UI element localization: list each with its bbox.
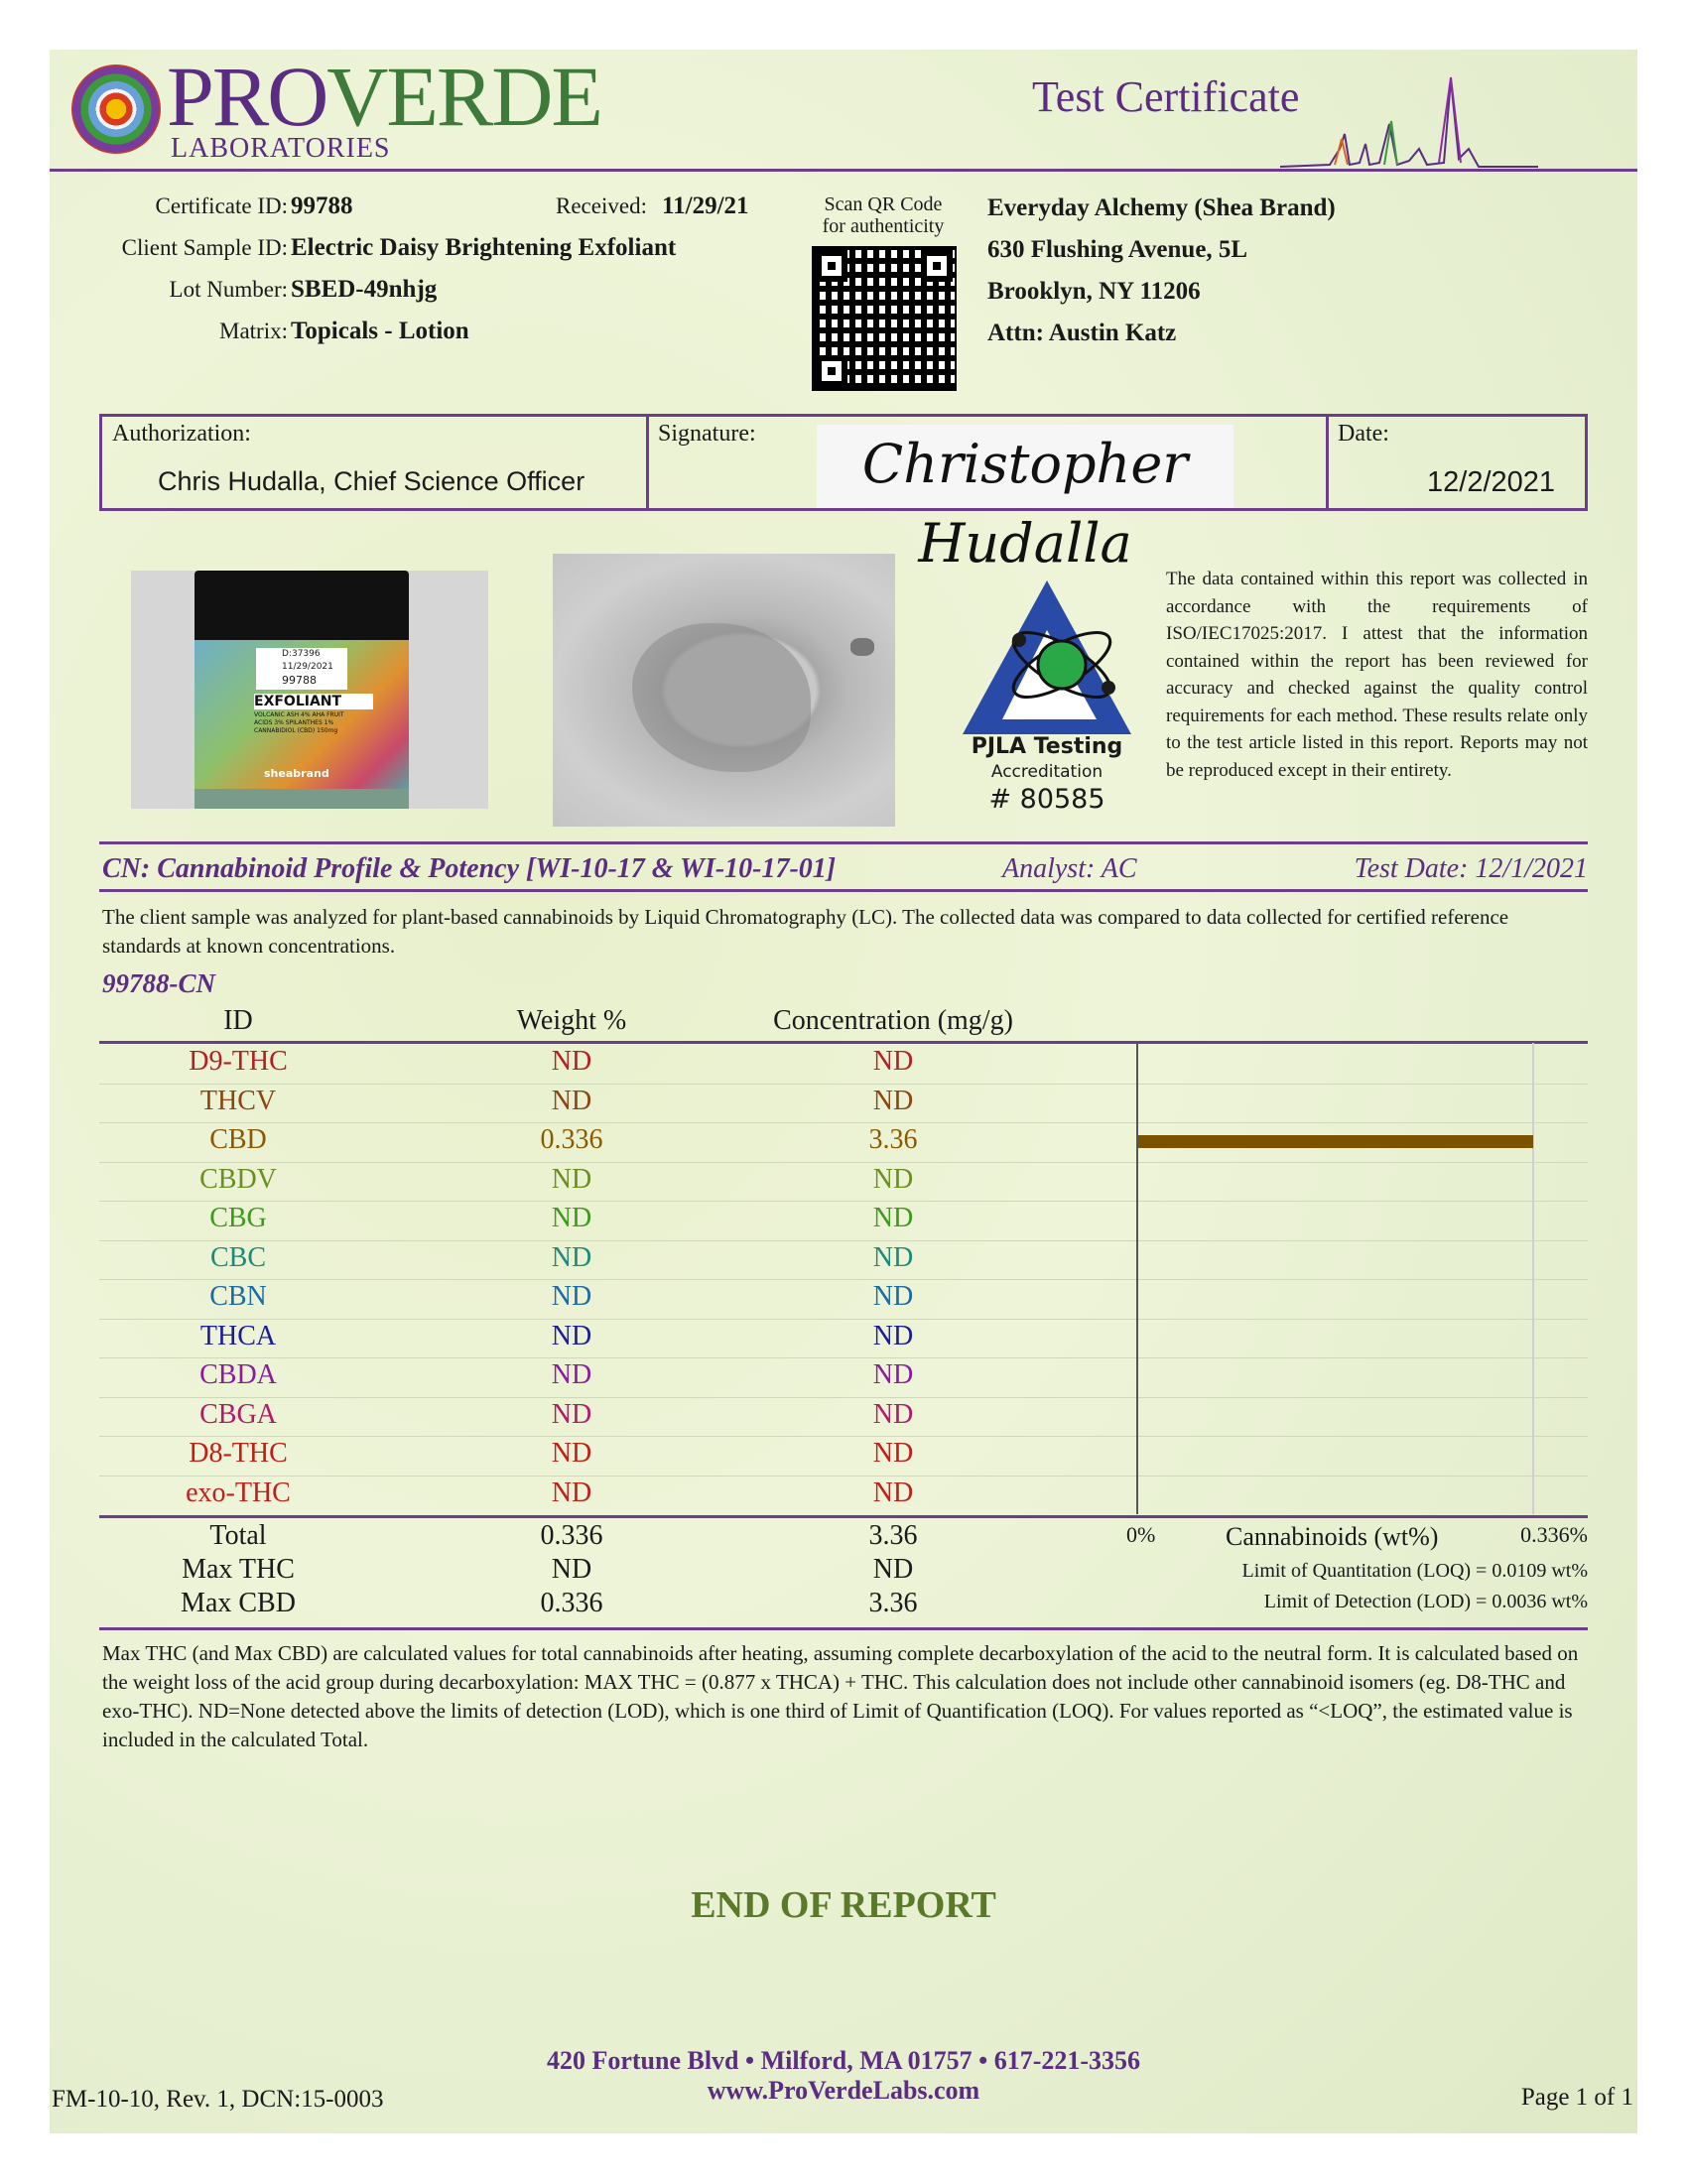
lod-note: Limit of Detection (LOD) = 0.0036 wt% (1263, 1591, 1588, 1612)
col-header-concentration: Concentration (mg/g) (773, 1005, 1013, 1036)
row-weight: ND (551, 1477, 592, 1508)
client-sample-id-label: Client Sample ID: (121, 235, 288, 260)
total-concentration: ND (872, 1554, 914, 1585)
client-attn: Attn: Austin Katz (987, 320, 1177, 346)
total-weight: ND (551, 1554, 592, 1585)
row-id: D8-THC (189, 1438, 288, 1469)
row-weight: 0.336 (540, 1124, 603, 1155)
signature-image: Christopher Hudalla (817, 425, 1234, 508)
row-weight: ND (551, 1241, 592, 1273)
client-name: Everyday Alchemy (Shea Brand) (987, 194, 1336, 221)
header-rule (50, 169, 1637, 172)
row-id: THCV (199, 1085, 277, 1116)
section-title-rule (99, 889, 1588, 892)
row-concentration: ND (872, 1085, 914, 1116)
table-bottom-rule (99, 1515, 1588, 1518)
row-weight: ND (551, 1398, 592, 1430)
pjla-logo-icon (958, 571, 1141, 734)
total-id: Total (209, 1520, 267, 1551)
row-concentration: ND (872, 1477, 914, 1508)
chart-axis-min: 0% (1126, 1522, 1156, 1547)
total-concentration: 3.36 (868, 1588, 918, 1618)
authenticity-qr-code[interactable] (812, 246, 957, 391)
lot-number-value: SBED-49nhjg (291, 276, 438, 303)
row-concentration: ND (872, 1359, 914, 1390)
authorization-name: Chris Hudalla, Chief Science Officer (158, 466, 585, 496)
client-address-2: Brooklyn, NY 11206 (987, 278, 1201, 305)
row-weight: ND (551, 1320, 592, 1351)
row-weight: ND (551, 1203, 592, 1233)
client-sample-id-value: Electric Daisy Brightening Exfoliant (291, 234, 677, 261)
chromatogram-icon (1280, 50, 1538, 171)
row-concentration: ND (872, 1241, 914, 1273)
row-weight: ND (551, 1359, 592, 1390)
row-id: CBG (209, 1203, 267, 1233)
row-weight: ND (551, 1046, 592, 1077)
pjla-name: PJLA Testing (971, 734, 1123, 759)
matrix-value: Topicals - Lotion (291, 318, 469, 344)
section-top-rule (99, 841, 1588, 844)
received-label: Received: (556, 193, 647, 218)
certificate-id-value: 99788 (291, 193, 353, 219)
end-of-report: END OF REPORT (691, 1884, 996, 1926)
row-id: CBN (209, 1281, 267, 1312)
proverde-logo-icon (71, 64, 161, 154)
row-id: CBD (209, 1124, 267, 1155)
authorization-box (99, 414, 1588, 575)
footer-website[interactable]: www.ProVerdeLabs.com (707, 2076, 980, 2105)
sample-micrograph-photo (553, 554, 895, 827)
test-date: Test Date: 12/1/2021 (1354, 853, 1588, 884)
calculation-notes: Max THC (and Max CBD) are calculated values for total cannabinoids after heating, assuming complete decarboxylation of the acid to the neutral form. It is calculated based on the weight loss of the acid group during decarboxylation: MAX THC = (0.877 x THCA) + THC. This calculation does not include other cannabinoid isomers (eg. D8-THC and exo-THC). ND=None detected above the limits of detection (LOD), which is one third of Limit of Quantification (LOQ). For values reported as “<LOQ”, the estimated value is included in the calculated Total. (102, 1641, 1579, 1751)
document-title: Test Certificate (1032, 72, 1300, 121)
total-weight: 0.336 (540, 1520, 603, 1551)
row-weight: ND (551, 1085, 592, 1116)
certificate-page (50, 50, 1637, 2133)
row-weight: ND (551, 1281, 592, 1312)
chart-axis-max: 0.336% (1520, 1522, 1588, 1547)
date-value: 12/2/2021 (1427, 466, 1556, 498)
row-id: THCA (199, 1320, 277, 1351)
row-id: CBDA (199, 1359, 277, 1390)
authorization-label: Authorization: (112, 421, 251, 447)
page-number: Page 1 of 1 (1520, 2084, 1633, 2111)
row-concentration: ND (872, 1203, 914, 1233)
pjla-number: # 80585 (988, 784, 1105, 815)
row-weight: ND (551, 1163, 592, 1195)
row-id: exo-THC (186, 1477, 291, 1508)
received-value: 11/29/21 (662, 193, 749, 219)
row-concentration: ND (872, 1046, 914, 1077)
total-concentration: 3.36 (868, 1520, 918, 1551)
row-weight: ND (551, 1438, 592, 1469)
total-id: Max THC (182, 1554, 295, 1585)
cannabinoid-bar-chart (1136, 1043, 1588, 1514)
logo-wordmark: PROVERDE (167, 49, 601, 144)
row-concentration: ND (872, 1320, 914, 1351)
lot-number-label: Lot Number: (169, 277, 288, 302)
signature-label: Signature: (658, 421, 756, 447)
analyst: Analyst: AC (1002, 853, 1137, 884)
row-concentration: 3.36 (868, 1124, 918, 1155)
chart-bar-cbd (1138, 1135, 1533, 1148)
footer-address: 420 Fortune Blvd • Milford, MA 01757 • 617-221-3356 (546, 2046, 1141, 2075)
col-header-weight: Weight % (516, 1005, 627, 1036)
iso-statement: The data contained within this report was collected in accordance with the requirements of ISO/IEC17025:2017. I attest that the information contained within the report has been reviewed for accuracy and checked against the quality control requirements for each method. These results relate only to the test article listed in this report. Reports may not be reproduced except in their entirety. (1166, 569, 1588, 781)
row-concentration: ND (872, 1398, 914, 1430)
row-concentration: ND (872, 1281, 914, 1312)
row-id: D9-THC (189, 1046, 288, 1077)
loq-note: Limit of Quantitation (LOQ) = 0.0109 wt% (1241, 1560, 1588, 1582)
client-address-1: 630 Flushing Avenue, 5L (987, 236, 1248, 263)
product-jar-photo: D:37396 11/29/2021 99788 EXFOLIANT VOLCANIC ASH 4% AHA FRUIT ACIDS 3% SPILANTHES 1% CANNABIDIOL (CBD) 150mg sheabrand (131, 571, 488, 809)
chart-axis-label: Cannabinoids (wt%) (1226, 1522, 1439, 1551)
pjla-sub: Accreditation (990, 762, 1104, 782)
logo-subtitle: LABORATORIES (171, 133, 391, 164)
row-concentration: ND (872, 1438, 914, 1469)
row-id: CBC (209, 1241, 267, 1273)
totals-bottom-rule (99, 1627, 1588, 1630)
matrix-label: Matrix: (219, 319, 288, 343)
col-header-id: ID (223, 1005, 253, 1036)
row-id: CBDV (199, 1163, 277, 1195)
method-description: The client sample was analyzed for plant-based cannabinoids by Liquid Chromatography (LC). The collected data was compared to data collected for certified reference standards at known concentrations. (102, 905, 1509, 958)
row-id: CBGA (199, 1398, 277, 1430)
total-weight: 0.336 (540, 1588, 603, 1618)
total-id: Max CBD (181, 1588, 296, 1618)
sample-code: 99788-CN (102, 968, 215, 998)
section-title: CN: Cannabinoid Profile & Potency [WI-10-17 & WI-10-17-01] (102, 853, 837, 884)
qr-caption: Scan QR Code for authenticity (822, 193, 945, 237)
date-label: Date: (1338, 421, 1389, 447)
row-concentration: ND (872, 1163, 914, 1195)
certificate-id-label: Certificate ID: (155, 193, 288, 218)
form-id: FM-10-10, Rev. 1, DCN:15-0003 (52, 2086, 384, 2113)
